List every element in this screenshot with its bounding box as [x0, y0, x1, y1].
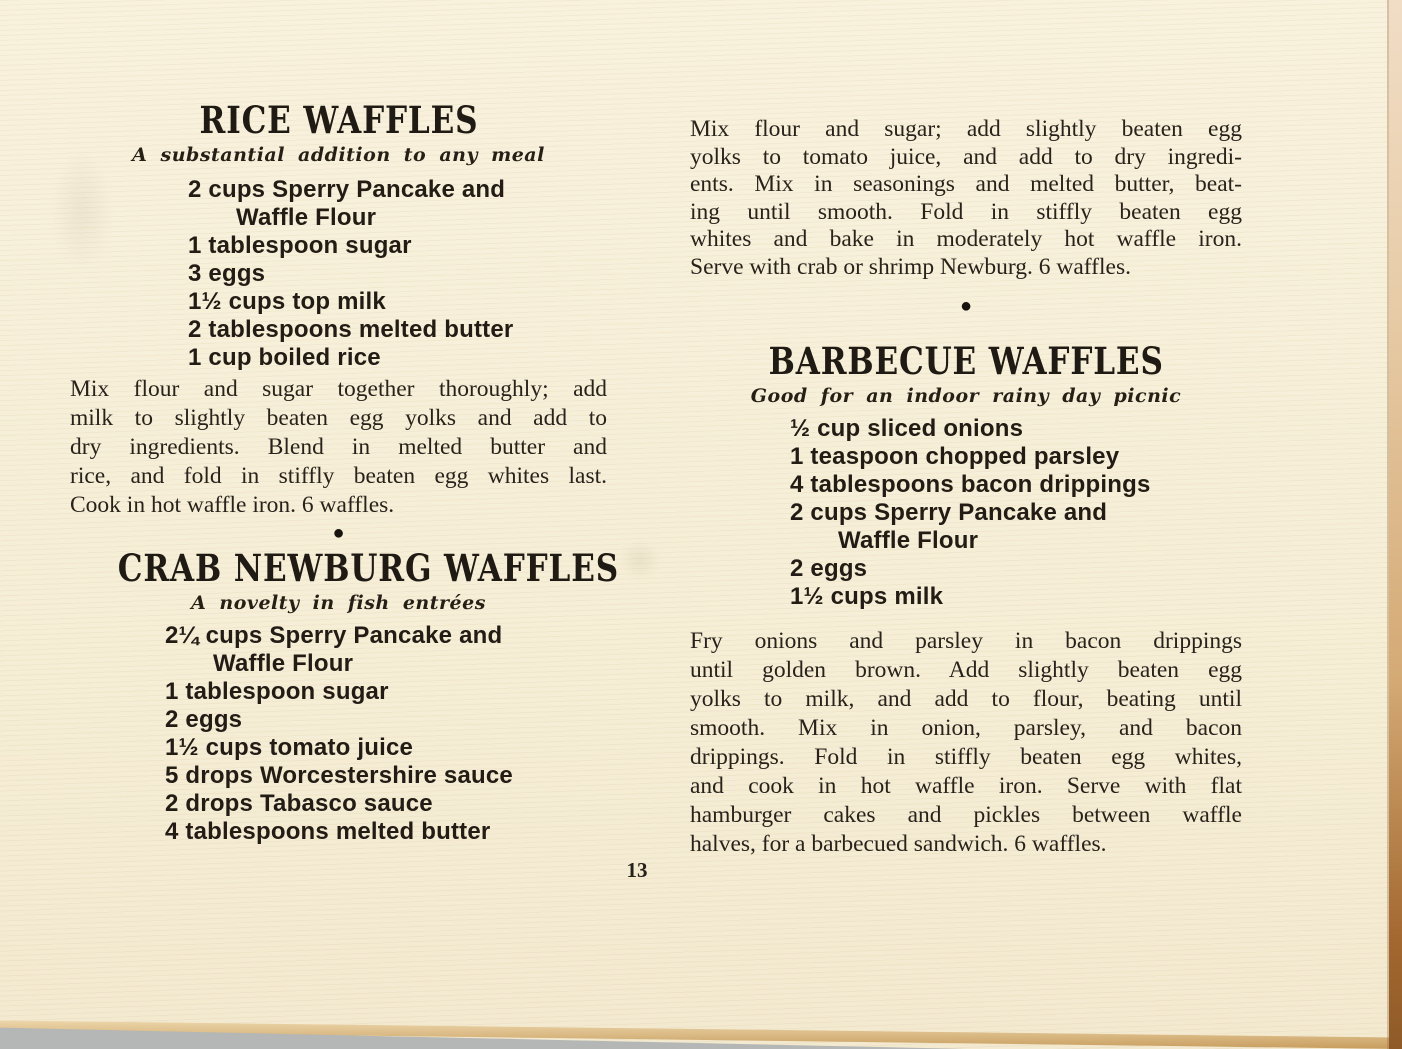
ingredient-line: Waffle Flour — [838, 527, 979, 554]
recipe-title-text: RICE WAFFLES — [199, 98, 478, 142]
ingredient-line: 2 cups Sperry Pancake and — [188, 176, 506, 203]
ingredient-line: Waffle Flour — [236, 204, 377, 231]
right-column — [690, 116, 1242, 859]
instruction-line: Serve with crab or shrimp Newburg. 6 waffles. — [690, 253, 1131, 280]
instructions-paragraph — [690, 627, 1242, 859]
recipe-subtitle: Good for an indoor rainy day picnic — [750, 385, 1182, 407]
instruction-line: Mix flour and sugar; add slightly beaten egg — [690, 116, 1242, 142]
recipe-title — [690, 341, 1242, 381]
recipe-title-text: BARBECUE WAFFLES — [768, 339, 1164, 383]
recipe-title-text: CRAB NEWBURG WAFFLES — [117, 546, 620, 590]
instruction-line: Cook in hot waffle iron. 6 waffles. — [70, 492, 395, 518]
ingredient-line: 1½ cups tomato juice — [165, 734, 414, 761]
ingredient-line: 1½ cups top milk — [188, 288, 386, 315]
instruction-line: halves, for a barbecued sandwich. 6 waffles. — [690, 831, 1107, 857]
instruction-line: drippings. Fold in stiffly beaten egg whites, — [690, 744, 1242, 770]
ingredient-line: 2 tablespoons melted butter — [188, 316, 514, 343]
instruction-line: smooth. Mix in onion, parsley, and bacon — [690, 715, 1242, 741]
ingredient-line: 5 drops Worcestershire sauce — [165, 762, 513, 789]
ingredient-line: 3 eggs — [188, 260, 266, 287]
continued-instructions-paragraph — [690, 116, 1242, 281]
recipe-subtitle: A substantial addition to any meal — [132, 144, 545, 166]
instruction-line: yolks to tomato juice, and add to dry ingredi- — [690, 143, 1242, 170]
ingredient-line: 2¼ cups Sperry Pancake and — [165, 622, 503, 649]
instruction-line: milk to slightly beaten egg yolks and add to — [70, 405, 607, 431]
instruction-line: dry ingredients. Blend in melted butter and — [70, 434, 607, 460]
ingredient-line: 1 tablespoon sugar — [188, 232, 412, 259]
instruction-line: yolks to milk, and add to flour, beating until — [690, 686, 1242, 712]
ingredient-line: 1 tablespoon sugar — [165, 678, 389, 705]
recipe-crab-newburg-waffles — [70, 546, 620, 846]
recipe-barbecue-waffles — [690, 341, 1242, 859]
instruction-line: hamburger cakes and pickles between waffle — [690, 802, 1242, 828]
section-separator-dot: ● — [332, 522, 345, 544]
ingredient-line: ½ cup sliced onions — [790, 415, 1024, 442]
page-right-edge — [1389, 0, 1402, 1049]
instruction-line: ents. Mix in seasonings and melted butter, beat- — [690, 171, 1242, 197]
ingredient-line: 1½ cups milk — [790, 583, 944, 610]
ingredient-list — [790, 415, 1242, 611]
left-column — [70, 98, 620, 846]
ingredient-line: 2 drops Tabasco sauce — [165, 790, 433, 817]
page-number: 13 — [626, 858, 648, 882]
paper-blotch — [620, 540, 660, 580]
recipe-title — [70, 546, 620, 590]
ingredient-line: 4 tablespoons bacon drippings — [790, 471, 1151, 498]
recipe-rice-waffles — [70, 100, 607, 520]
ingredient-line: 2 eggs — [165, 706, 243, 733]
recipe-title — [70, 100, 607, 140]
ingredient-line: 4 tablespoons melted butter — [165, 818, 491, 845]
ingredient-line: Waffle Flour — [213, 650, 354, 677]
instruction-line: and cook in hot waffle iron. Serve with flat — [690, 773, 1242, 799]
ingredient-line: 2 cups Sperry Pancake and — [790, 499, 1108, 526]
instruction-line: whites and bake in moderately hot waffle iron. — [690, 226, 1242, 252]
ingredient-list — [165, 622, 607, 846]
instruction-line: ing until smooth. Fold in stiffly beaten egg — [690, 198, 1242, 225]
ingredient-line: 1 teaspoon chopped parsley — [790, 443, 1120, 470]
instructions-paragraph — [70, 375, 607, 520]
ingredient-list — [188, 176, 607, 372]
recipe-subtitle: A novelty in fish entrées — [191, 592, 486, 614]
instruction-line: Fry onions and parsley in bacon drippings — [690, 628, 1242, 654]
section-separator-dot: ● — [959, 295, 973, 317]
ingredient-line: 2 eggs — [790, 555, 868, 582]
instruction-line: until golden brown. Add slightly beaten egg — [690, 657, 1242, 683]
instruction-line: Mix flour and sugar together thoroughly; add — [70, 376, 607, 402]
instruction-line: rice, and fold in stiffly beaten egg whites last. — [70, 463, 607, 489]
ingredient-line: 1 cup boiled rice — [188, 344, 381, 371]
